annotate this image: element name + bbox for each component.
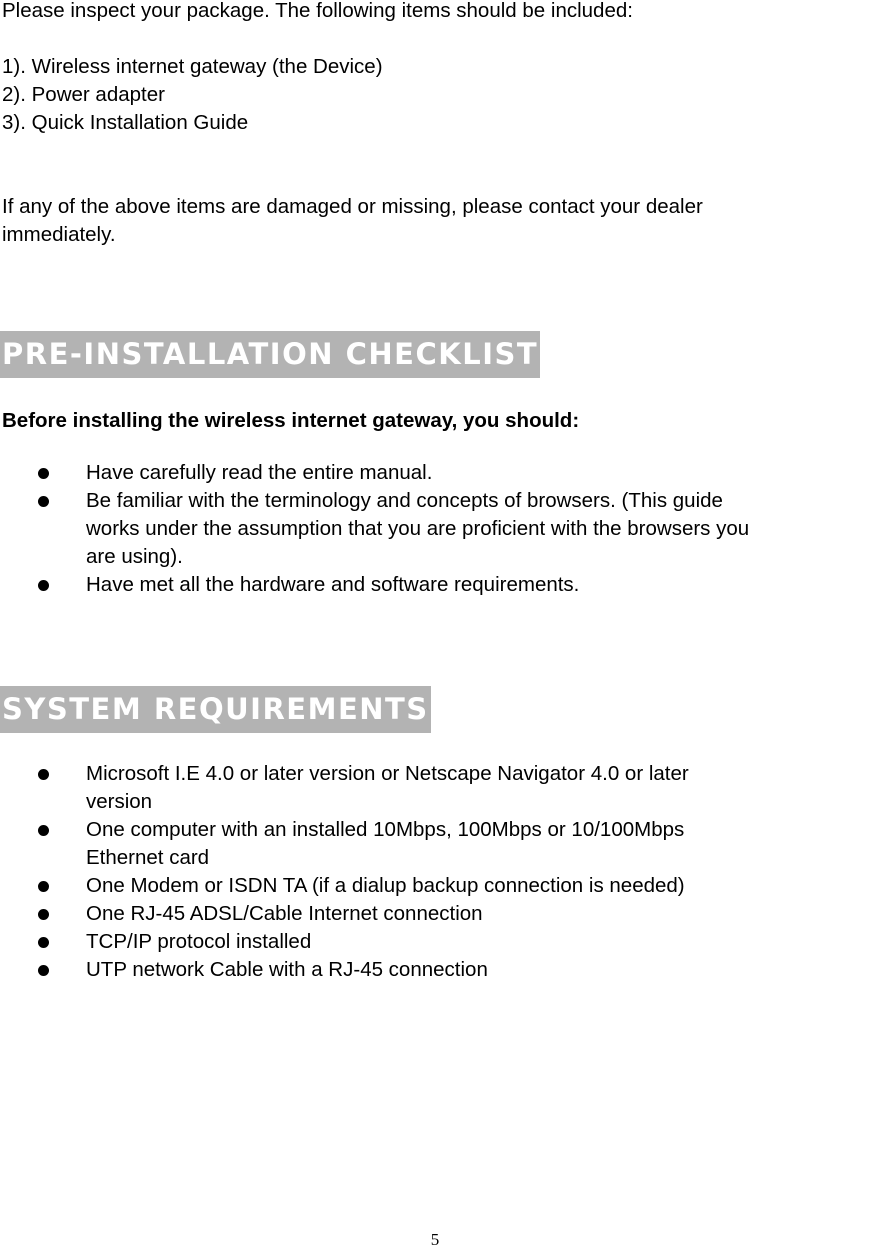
bullet-dot-icon <box>38 825 49 836</box>
checklist-item-line: Have carefully read the entire manual. <box>86 461 433 484</box>
damaged-items-text-line1: If any of the above items are damaged or missing, please contact your dealer <box>2 195 703 218</box>
requirement-item <box>0 956 689 984</box>
pre-installation-heading: PRE-INSTALLATION CHECKLIST <box>0 331 540 378</box>
system-requirements-list <box>0 760 689 984</box>
bullet-dot-icon <box>38 881 49 892</box>
package-item-quick-guide: 3). Quick Installation Guide <box>2 111 249 134</box>
requirement-item-line: version <box>86 790 153 813</box>
requirement-item-line: One computer with an installed 10Mbps, 100Mbps or 10/100Mbps <box>86 818 685 841</box>
bullet-dot-icon <box>38 965 49 976</box>
inspect-package-text: Please inspect your package. The following items should be included: <box>2 0 633 22</box>
checklist-item <box>0 571 749 599</box>
checklist-item-line: works under the assumption that you are proficient with the browsers you <box>86 517 750 540</box>
page-number: 5 <box>430 1230 440 1249</box>
bullet-dot-icon <box>38 769 49 780</box>
checklist-item <box>0 487 749 571</box>
bullet-dot-icon <box>38 468 49 479</box>
requirement-item-line: One Modem or ISDN TA (if a dialup backup connection is needed) <box>86 874 685 897</box>
checklist-item <box>0 459 749 487</box>
system-requirements-heading: SYSTEM REQUIREMENTS <box>0 686 431 733</box>
checklist-item-line: Be familiar with the terminology and concepts of browsers. (This guide <box>86 489 723 512</box>
package-item-device: 1). Wireless internet gateway (the Device) <box>2 55 383 78</box>
requirement-item <box>0 760 689 816</box>
damaged-items-text-line2: immediately. <box>2 223 116 246</box>
requirement-item <box>0 900 689 928</box>
checklist-item-line: Have met all the hardware and software requirements. <box>86 573 580 596</box>
package-item-power-adapter: 2). Power adapter <box>2 83 165 106</box>
requirement-item <box>0 816 689 872</box>
bullet-dot-icon <box>38 496 49 507</box>
pre-installation-checklist <box>0 459 749 599</box>
bullet-dot-icon <box>38 909 49 920</box>
checklist-item-line: are using). <box>86 545 183 568</box>
bullet-dot-icon <box>38 580 49 591</box>
requirement-item <box>0 872 689 900</box>
requirement-item-line: UTP network Cable with a RJ-45 connection <box>86 958 488 981</box>
requirement-item-line: Microsoft I.E 4.0 or later version or Netscape Navigator 4.0 or later <box>86 762 689 785</box>
requirement-item-line: One RJ-45 ADSL/Cable Internet connection <box>86 902 483 925</box>
pre-installation-subheading: Before installing the wireless internet gateway, you should: <box>2 409 580 432</box>
requirement-item <box>0 928 689 956</box>
requirement-item-line: Ethernet card <box>86 846 210 869</box>
bullet-dot-icon <box>38 937 49 948</box>
requirement-item-line: TCP/IP protocol installed <box>86 930 312 953</box>
